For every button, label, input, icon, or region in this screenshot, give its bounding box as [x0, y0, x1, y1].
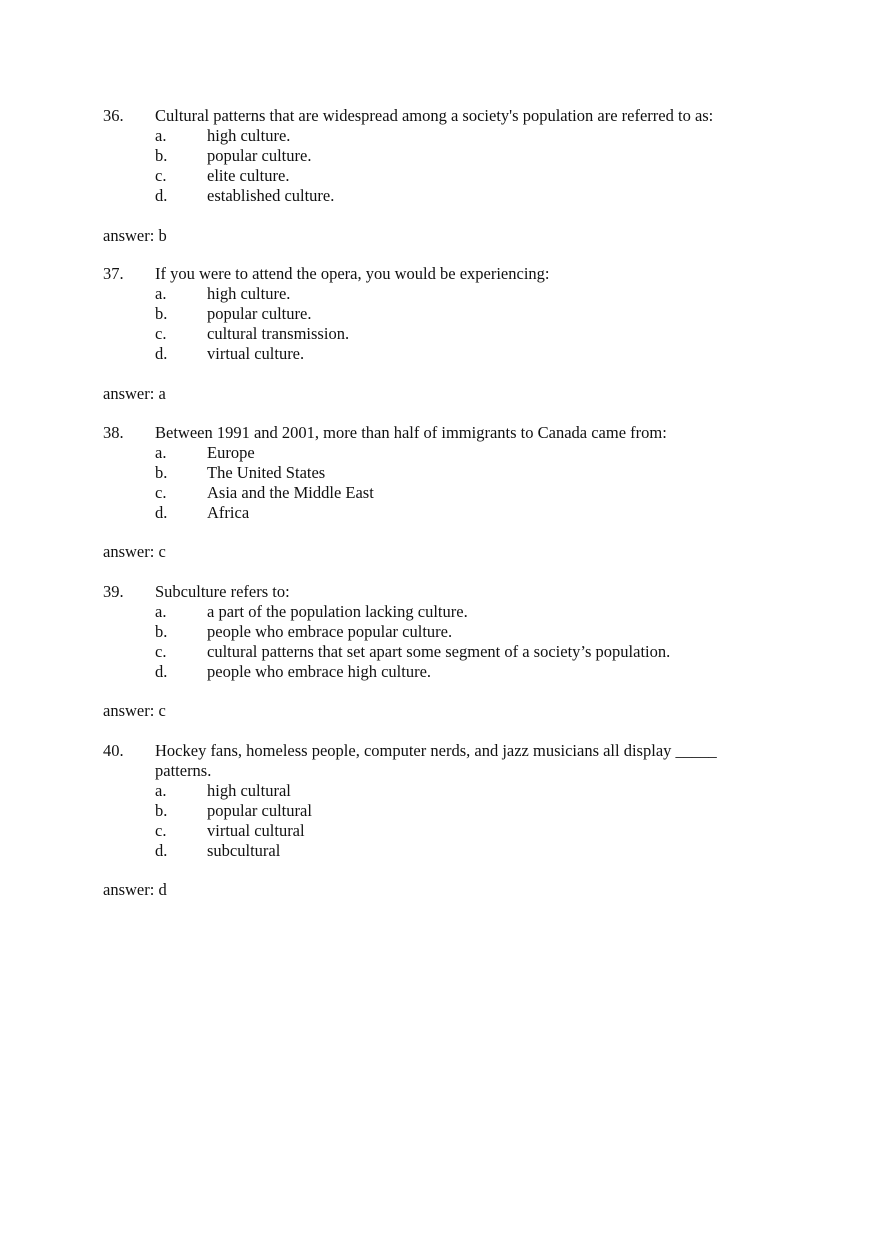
option-text: high culture. — [207, 126, 291, 145]
option-letter: a. — [155, 602, 167, 621]
answer-38: answer: c — [103, 542, 166, 561]
question-stem — [103, 423, 763, 443]
option-a — [155, 602, 763, 622]
option-c — [155, 483, 763, 503]
option-text: Africa — [207, 503, 250, 522]
option-text: popular culture. — [207, 146, 312, 165]
option-letter: c. — [155, 324, 167, 343]
option-text: people who embrace high culture. — [207, 662, 432, 681]
question-stem — [103, 582, 763, 602]
question-text: Between 1991 and 2001, more than half of immigrants to Canada came from: — [155, 423, 667, 442]
option-letter: d. — [155, 503, 168, 522]
option-a — [155, 443, 763, 463]
answer-39: answer: c — [103, 701, 166, 720]
question-stem — [103, 741, 763, 781]
option-letter: a. — [155, 126, 167, 145]
option-text: elite culture. — [207, 166, 290, 185]
option-b — [155, 622, 763, 642]
answer-36: answer: b — [103, 226, 167, 245]
option-text: established culture. — [207, 186, 335, 205]
answer-40: answer: d — [103, 880, 167, 899]
option-letter: c. — [155, 642, 167, 661]
option-letter: b. — [155, 622, 168, 641]
option-text: Europe — [207, 443, 255, 462]
question-number: 37. — [103, 264, 124, 283]
option-letter: c. — [155, 483, 167, 502]
question-text: Hockey fans, homeless people, computer nerds, and jazz musicians all display _____ patterns. — [155, 741, 717, 780]
question-38 — [103, 423, 763, 523]
option-letter: d. — [155, 662, 168, 681]
question-number: 39. — [103, 582, 124, 601]
option-text: popular cultural — [207, 801, 312, 820]
option-c — [155, 166, 763, 186]
option-letter: b. — [155, 146, 168, 165]
option-letter: c. — [155, 166, 167, 185]
option-d — [155, 344, 763, 364]
option-d — [155, 662, 763, 682]
option-letter: b. — [155, 463, 168, 482]
option-text: cultural transmission. — [207, 324, 350, 343]
option-b — [155, 801, 763, 821]
question-39 — [103, 582, 763, 682]
option-text: high culture. — [207, 284, 291, 303]
option-text: popular culture. — [207, 304, 312, 323]
option-letter: a. — [155, 284, 167, 303]
option-a — [155, 781, 763, 801]
question-40 — [103, 741, 763, 861]
option-letter: b. — [155, 801, 168, 820]
option-text: subcultural — [207, 841, 281, 860]
option-b — [155, 304, 763, 324]
option-b — [155, 146, 763, 166]
option-a — [155, 126, 763, 146]
option-text: virtual cultural — [207, 821, 305, 840]
option-c — [155, 821, 763, 841]
option-d — [155, 503, 763, 523]
question-text: Cultural patterns that are widespread among a society's population are referred to as: — [155, 106, 714, 125]
option-text: high cultural — [207, 781, 291, 800]
option-a — [155, 284, 763, 304]
option-c — [155, 324, 763, 344]
question-text: If you were to attend the opera, you would be experiencing: — [155, 264, 550, 283]
question-stem — [103, 264, 763, 284]
option-b — [155, 463, 763, 483]
question-stem — [103, 106, 763, 126]
option-text: people who embrace popular culture. — [207, 622, 453, 641]
option-letter: d. — [155, 186, 168, 205]
option-letter: c. — [155, 821, 167, 840]
option-d — [155, 841, 763, 861]
option-c — [155, 642, 763, 662]
option-text: a part of the population lacking culture. — [207, 602, 468, 621]
question-number: 40. — [103, 741, 124, 760]
question-36 — [103, 106, 763, 206]
answer-37: answer: a — [103, 384, 166, 403]
option-text: virtual culture. — [207, 344, 305, 363]
option-letter: b. — [155, 304, 168, 323]
option-text: The United States — [207, 463, 326, 482]
option-letter: d. — [155, 344, 168, 363]
option-text: cultural patterns that set apart some segment of a society’s population. — [207, 642, 671, 661]
option-letter: a. — [155, 781, 167, 800]
question-text: Subculture refers to: — [155, 582, 290, 601]
question-number: 36. — [103, 106, 124, 125]
option-text: Asia and the Middle East — [207, 483, 374, 502]
question-37 — [103, 264, 763, 364]
option-d — [155, 186, 763, 206]
option-letter: d. — [155, 841, 168, 860]
option-letter: a. — [155, 443, 167, 462]
question-number: 38. — [103, 423, 124, 442]
